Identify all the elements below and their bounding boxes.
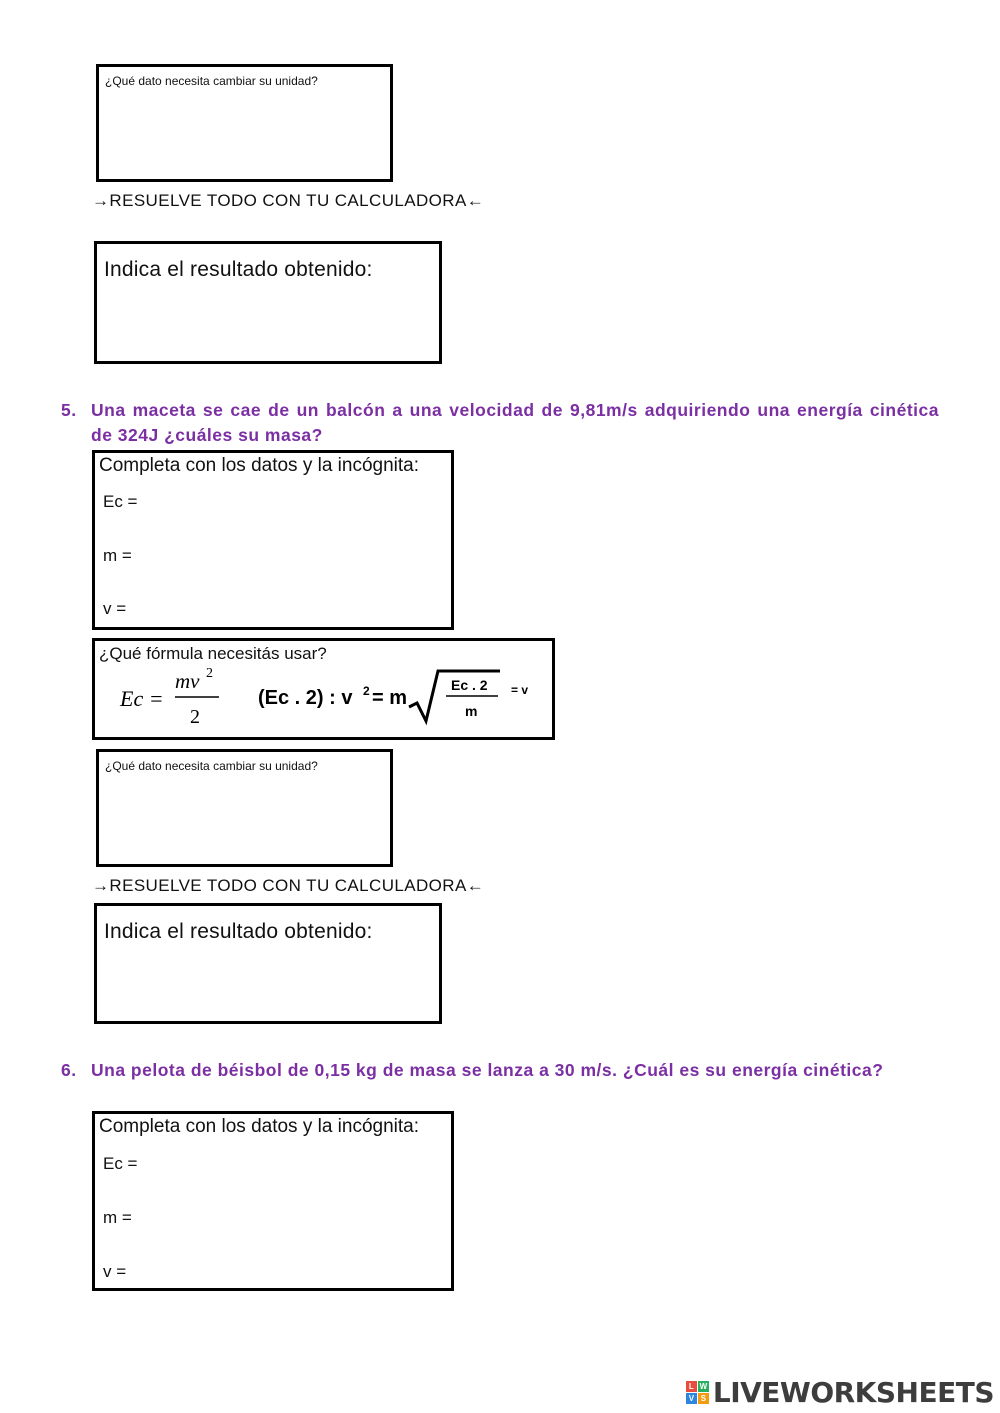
liveworksheets-logo [686,1376,994,1409]
formula-title: ¿Qué fórmula necesitás usar? [99,644,327,663]
logo-icon-letter: S [698,1393,709,1404]
question-6 [61,1058,939,1083]
formula-ec-lhs: Ec = [120,686,164,711]
unit-change-box-2[interactable] [96,749,393,867]
liveworksheets-logo-text: LIVEWORKSHEETS [712,1376,994,1409]
formula-exponent: 2 [206,666,213,681]
solve-instruction-1: →RESUELVE TODO CON TU CALCULADORA← [92,191,485,210]
unit-change-box-1[interactable] [96,64,393,182]
var-v: v = [103,599,127,618]
data-box-5[interactable] [92,450,454,630]
rearranged-left: (Ec . 2) : v [258,687,353,709]
result-box-1[interactable] [94,241,442,364]
liveworksheets-logo-icon [686,1381,709,1404]
result-label: Indica el resultado obtenido: [104,258,373,281]
sqrt-result: = v [511,683,529,697]
unit-change-label: ¿Qué dato necesita cambiar su unidad? [105,74,318,88]
solve-instruction-2: →RESUELVE TODO CON TU CALCULADORA← [92,876,485,895]
data-box-6[interactable] [92,1111,454,1291]
logo-icon-letter: W [699,1382,708,1391]
question-text: Una maceta se cae de un balcón a una velocidad de 9,81m/s adquiriendo una energía cinética de 324J ¿cuáles su masa? [91,400,939,445]
rearranged-right: = m [372,687,408,709]
var-v: v = [103,1262,127,1281]
question-text: Una pelota de béisbol de 0,15 kg de masa se lanza a 30 m/s. ¿Cuál es su energía cinética? [91,1060,884,1080]
var-ec: Ec = [103,1154,138,1173]
sqrt-denominator: m [465,703,478,719]
var-m: m = [103,546,132,565]
logo-icon-letter: V [686,1393,697,1404]
formula-box [92,638,555,740]
rearranged-exponent: 2 [363,684,370,698]
data-label: Completa con los datos y la incógnita: [99,1116,420,1137]
var-m: m = [103,1208,132,1227]
sqrt-numerator: Ec . 2 [451,677,488,693]
question-number: 6. [61,1060,77,1080]
logo-icon-letter: L [686,1381,697,1392]
formula-graphic [95,641,552,737]
formula-denominator: 2 [190,706,200,728]
result-label: Indica el resultado obtenido: [104,920,373,943]
formula-numerator: mv [175,669,200,693]
var-ec: Ec = [103,492,138,511]
data-label: Completa con los datos y la incógnita: [99,455,420,476]
result-box-2[interactable] [94,903,442,1024]
question-number: 5. [61,400,77,420]
unit-change-label: ¿Qué dato necesita cambiar su unidad? [105,759,318,773]
question-5 [61,398,939,448]
